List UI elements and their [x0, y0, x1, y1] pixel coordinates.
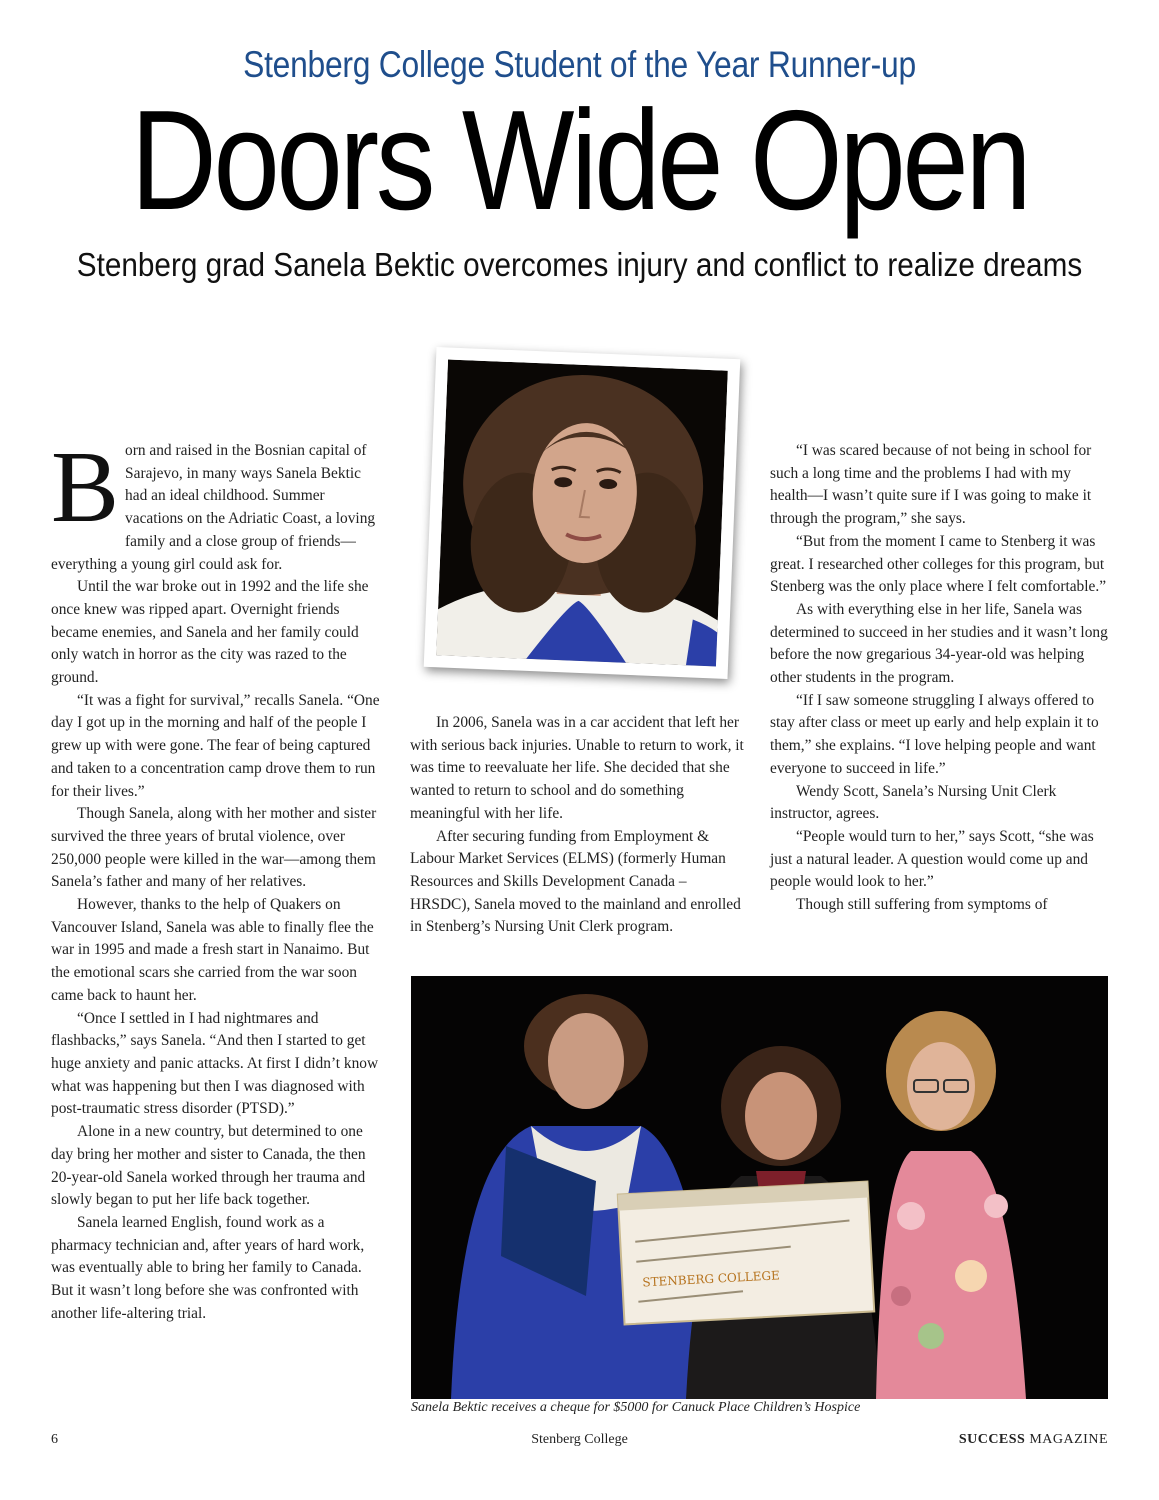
- footer-center: Stenberg College: [531, 1432, 628, 1447]
- brand-bold: SUCCESS: [958, 1432, 1026, 1447]
- paragraph: However, thanks to the help of Quakers on Vancouver Island, Sanela was able to finally flee the war in 1995 and made a fresh start in Nanaimo. But the emotional scars she carried from the war soon came back to haunt her.: [51, 896, 374, 1004]
- paragraph: Sanela learned English, found work as a pharmacy technician and, after years of hard work, was eventually able to bring her family to Canada. But it wasn’t long before she was confronted with another life-altering trial.: [51, 1213, 365, 1322]
- page-number: 6: [51, 1432, 58, 1447]
- group-photo-image: [411, 976, 1108, 1399]
- kicker: Stenberg College Student of the Year Runner-up: [243, 44, 916, 85]
- paragraph: Though still suffering from symptoms of: [796, 896, 1048, 914]
- group-photo: [411, 976, 1108, 1399]
- paragraph: Born and raised in the Bosnian capital of Sarajevo, in many ways Sanela Bektic had an ideal childhood. Summer vacations on the Adriatic Coast, a loving family and a close group of friends—everything a young girl could ask for.: [51, 431, 376, 573]
- paragraph: “But from the moment I came to Stenberg it was great. I researched other colleges for this program, but Stenberg was the only place where I felt comfortable.”: [770, 532, 1107, 596]
- brand-rest: MAGAZINE: [1025, 1432, 1108, 1447]
- paragraph: Though Sanela, along with her mother and sister survived the three years of brutal violence, over 250,000 people were killed in the war—among them Sanela’s father and many of her relatives.: [51, 805, 377, 891]
- paragraph: “Once I settled in I had nightmares and flashbacks,” says Sanela. “And then I started to get huge anxiety and panic attacks. At first I didn’t know what was happening but then I was diagnosed with post-traumatic stress disorder (PTSD).”: [51, 1009, 379, 1118]
- deck: Stenberg grad Sanela Bektic overcomes injury and conflict to realize dreams: [76, 246, 1083, 283]
- dropcap: B: [51, 431, 120, 544]
- headline: Doors Wide Open: [130, 81, 1029, 240]
- paragraph: After securing funding from Employment & Labour Market Services (ELMS) (formerly Human Resources and Skills Development Canada – HRSDC), Sanela moved to the mainland and enrolled in Stenberg’s Nursing Unit Clerk program.: [410, 827, 741, 936]
- paragraph: In 2006, Sanela was in a car accident that left her with serious back injuries. Unable to return to work, it was time to reevaluate her life. She decided that she wanted to return to school and do something meaningful with her life.: [410, 714, 744, 822]
- paragraph: Wendy Scott, Sanela’s Nursing Unit Clerk instructor, agrees.: [770, 782, 1057, 823]
- article-column-3: [770, 440, 1108, 917]
- svg-text:STENBERG COLLEGE: STENBERG COLLEGE: [642, 1268, 781, 1290]
- paragraph: “If I saw someone struggling I always offered to stay after class or meet up early and help explain it to them,” she explains. “I love helping people and want everyone to succeed in life.”: [770, 691, 1099, 777]
- article-column-2: [410, 712, 748, 939]
- paragraph: Alone in a new country, but determined to one day bring her mother and sister to Canada, the then 20-year-old Sanela worked through her trauma and slowly began to put her life back together.: [51, 1123, 366, 1209]
- portrait-photo: [424, 347, 741, 679]
- paragraph: Until the war broke out in 1992 and the life she once knew was ripped apart. Overnight friends became enemies, and Sanela and her family could only watch in horror as the city was razed to the ground.: [51, 578, 369, 687]
- footer-brand: [959, 1432, 1108, 1448]
- paragraph: “It was a fight for survival,” recalls Sanela. “One day I got up in the morning and half of the people I grew up with were gone. The fear of being captured and taken to a concentration camp drove them to run for their lives.”: [51, 691, 380, 800]
- article-column-1: [51, 431, 381, 1325]
- photo-caption: Sanela Bektic receives a cheque for $5000 for Canuck Place Children’s Hospice: [411, 1400, 861, 1415]
- paragraph: “I was scared because of not being in school for such a long time and the problems I had with my health—I wasn’t quite sure if I was going to make it through the program,” she says.: [770, 442, 1092, 528]
- paragraph: As with everything else in her life, Sanela was determined to succeed in her studies and it wasn’t long before the now gregarious 34-year-old was helping other students in the program.: [770, 600, 1108, 687]
- portrait-image: [436, 360, 728, 667]
- paragraph: “People would turn to her,” says Scott, “she was just a natural leader. A question would come up and people would look to her.”: [770, 827, 1094, 891]
